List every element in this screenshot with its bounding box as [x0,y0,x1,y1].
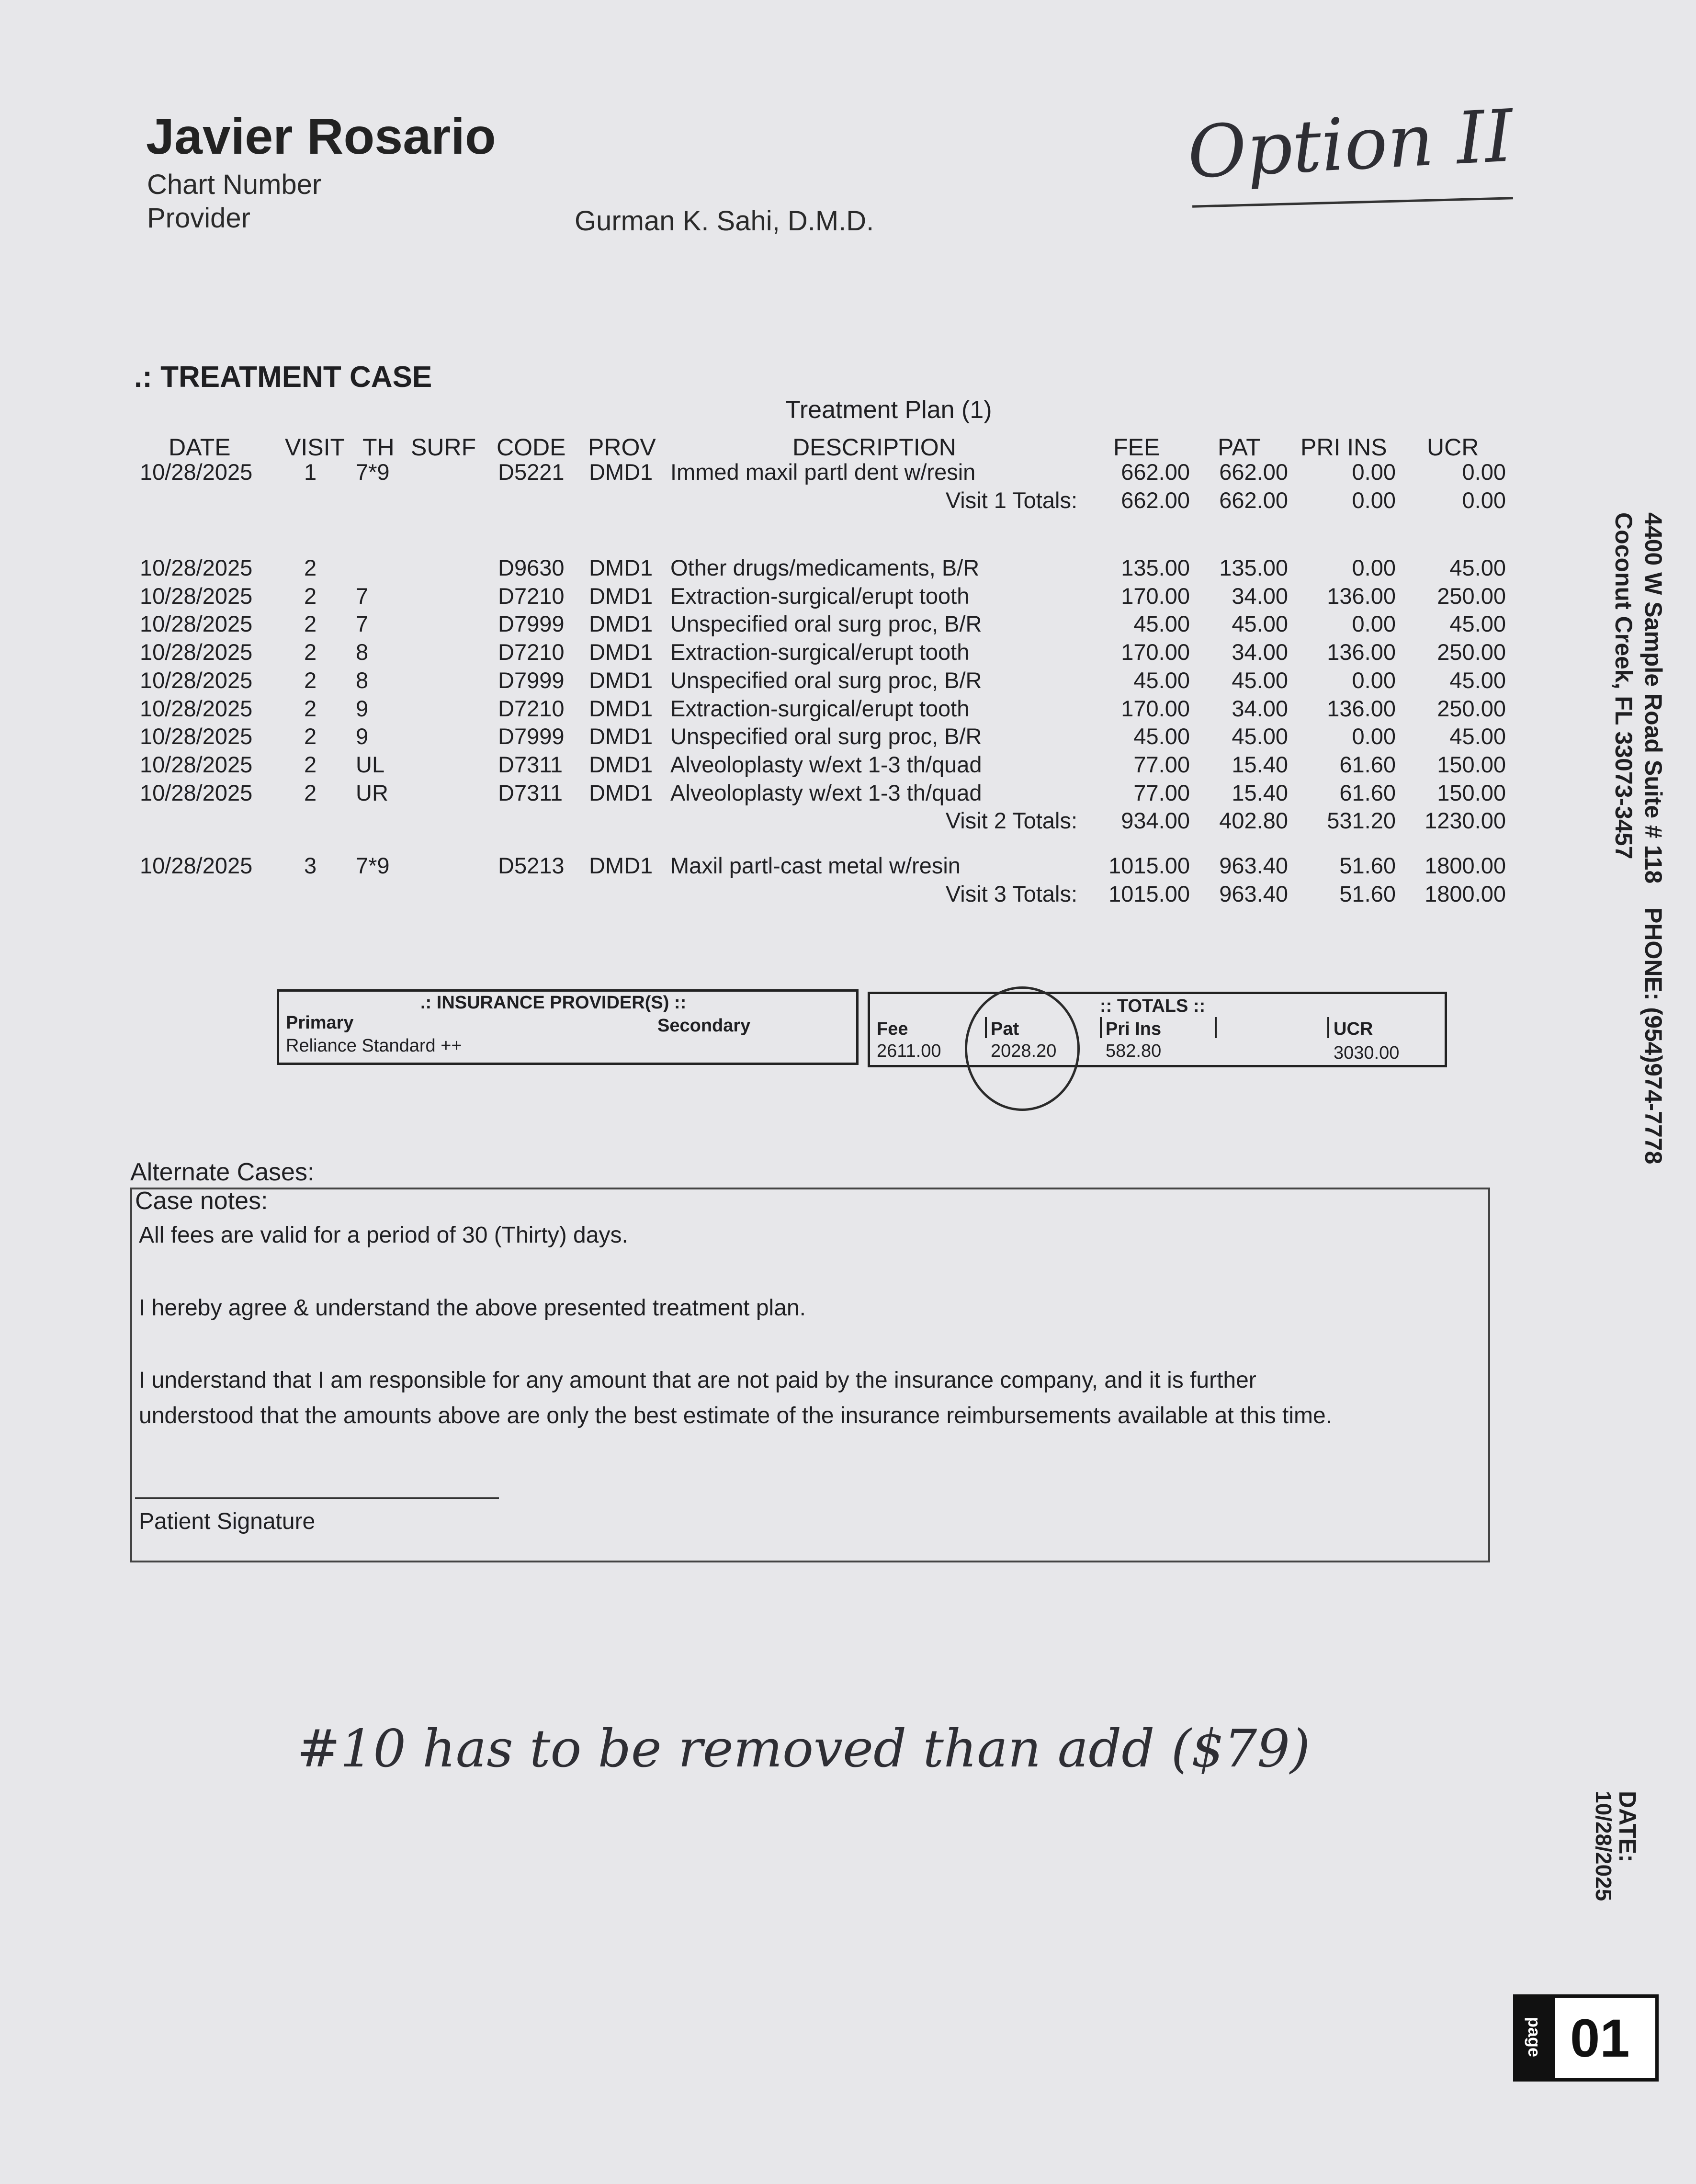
cell-prov: DMD1 [589,583,653,609]
note-responsibility-2: understood that the amounts above are only the best estimate of the insurance reimbursements available at this time. [139,1403,1333,1428]
col-description: DESCRIPTION [792,434,956,461]
table-row [0,852,1696,881]
office-phone: PHONE: (954)974-7778 [1640,907,1667,1165]
totals-fee: 662.00 [1121,487,1190,513]
cell-pat: 662.00 [1219,459,1288,485]
plan-title: Treatment Plan (1) [785,396,992,424]
totals-ucr-value: 3030.00 [1334,1043,1400,1063]
case-notes-label: Case notes: [135,1187,268,1215]
cell-prov: DMD1 [589,611,653,637]
cell-code: D7311 [498,751,563,777]
table-row [0,780,1696,808]
cell-code: D7999 [498,611,565,637]
cell-date: 10/28/2025 [140,583,253,609]
provider-name: Gurman K. Sahi, D.M.D. [575,205,874,237]
cell-prov: DMD1 [589,459,653,485]
cell-ucr: 1800.00 [1425,853,1506,878]
office-address-line2: Coconut Creek, FL 33073-3457 [1610,512,1637,860]
office-address-line1: 4400 W Sample Road Suite # 118 [1640,512,1667,884]
cell-code: D7210 [498,639,565,665]
cell-pri: 51.60 [1339,853,1396,878]
cell-desc: Extraction-surgical/erupt tooth [670,583,970,609]
cell-date: 10/28/2025 [140,667,253,693]
cell-th: 7 [356,583,369,609]
handwritten-option: Option II [1185,94,1515,195]
totals-label: Visit 1 Totals: [945,487,1077,513]
table-row [0,639,1696,668]
cell-th: 8 [356,667,369,693]
totals-pri: 531.20 [1327,808,1396,834]
cell-pat: 34.00 [1232,695,1288,721]
cell-prov: DMD1 [589,751,653,777]
insurance-title: .: INSURANCE PROVIDER(S) :: [420,993,687,1013]
cell-visit: 2 [304,751,317,777]
cell-desc: Unspecified oral surg proc, B/R [670,724,982,749]
cell-pat: 34.00 [1232,583,1288,609]
cell-fee: 45.00 [1133,724,1190,749]
cell-ucr: 250.00 [1437,695,1506,721]
cell-pri: 0.00 [1352,611,1396,637]
patient-name: Javier Rosario [146,108,496,165]
table-row [0,459,1696,487]
cell-pri: 0.00 [1352,555,1396,580]
cell-th: UL [356,751,385,777]
cell-prov: DMD1 [589,555,653,580]
col-th: TH [362,434,395,461]
totals-ucr: 0.00 [1462,487,1506,513]
cell-date: 10/28/2025 [140,459,253,485]
cell-fee: 662.00 [1121,459,1190,485]
col-date: DATE [169,434,231,461]
cell-desc: Immed maxil partl dent w/resin [670,459,976,485]
cell-fee: 170.00 [1121,583,1190,609]
page-number: 01 [1570,2008,1630,2068]
cell-th: 8 [356,639,369,665]
handwritten-underline [1192,197,1513,208]
cell-pri: 61.60 [1339,780,1396,805]
cell-code: D5213 [498,853,565,878]
totals-label: Visit 3 Totals: [945,881,1077,906]
cell-pat: 45.00 [1232,667,1288,693]
totals-pat-label: Pat [991,1019,1019,1039]
cell-pat: 45.00 [1232,724,1288,749]
cell-ucr: 45.00 [1449,724,1506,749]
cell-visit: 2 [304,780,317,805]
divider [1100,1017,1102,1038]
report-date: 10/28/2025 [1591,1791,1616,1901]
cell-fee: 45.00 [1133,667,1190,693]
cell-desc: Extraction-surgical/erupt tooth [670,695,970,721]
cell-desc: Unspecified oral surg proc, B/R [670,611,982,637]
cell-ucr: 150.00 [1437,780,1506,805]
cell-fee: 170.00 [1121,695,1190,721]
cell-date: 10/28/2025 [140,639,253,665]
handwritten-note: #10 has to be removed than add ($79) [297,1719,1311,1779]
totals-pri: 0.00 [1352,487,1396,513]
totals-pat-value: 2028.20 [991,1041,1057,1061]
cell-pat: 135.00 [1219,555,1288,580]
secondary-label: Secondary [657,1016,751,1036]
cell-pat: 45.00 [1232,611,1288,637]
table-row [0,554,1696,583]
cell-desc: Alveoloplasty w/ext 1-3 th/quad [670,751,982,777]
cell-code: D5221 [498,459,565,485]
col-prov: PROV [588,434,656,461]
totals-fee: 934.00 [1121,808,1190,834]
cell-th: 7*9 [356,459,390,485]
cell-th: 9 [356,695,369,721]
cell-th: 9 [356,724,369,749]
cell-prov: DMD1 [589,853,653,878]
col-surf: SURF [411,434,476,461]
cell-fee: 170.00 [1121,639,1190,665]
cell-date: 10/28/2025 [140,695,253,721]
totals-pri-label: Pri Ins [1106,1019,1162,1039]
cell-pri: 0.00 [1352,724,1396,749]
cell-desc: Other drugs/medicaments, B/R [670,555,980,580]
cell-fee: 77.00 [1133,780,1190,805]
cell-code: D7999 [498,667,565,693]
cell-visit: 2 [304,724,317,749]
cell-pat: 15.40 [1232,751,1288,777]
cell-ucr: 150.00 [1437,751,1506,777]
cell-pri: 0.00 [1352,459,1396,485]
cell-ucr: 250.00 [1437,639,1506,665]
totals-fee-label: Fee [877,1019,908,1039]
totals-pat: 662.00 [1219,487,1288,513]
cell-pri: 61.60 [1339,751,1396,777]
divider [1215,1017,1217,1038]
cell-fee: 135.00 [1121,555,1190,580]
totals-label: Visit 2 Totals: [945,808,1077,834]
col-pat: PAT [1218,434,1261,461]
cell-fee: 1015.00 [1108,853,1190,878]
section-title: .: TREATMENT CASE [134,361,432,394]
signature-line [135,1497,499,1499]
totals-fee: 1015.00 [1108,881,1190,906]
totals-ucr: 1800.00 [1425,881,1506,906]
cell-pri: 0.00 [1352,667,1396,693]
divider [1327,1017,1329,1038]
cell-ucr: 45.00 [1449,611,1506,637]
cell-ucr: 45.00 [1449,555,1506,580]
insurance-box [277,989,859,1065]
report-date-label: DATE: [1614,1791,1641,1863]
cell-fee: 77.00 [1133,751,1190,777]
totals-ucr-label: UCR [1334,1019,1373,1039]
cell-code: D9630 [498,555,565,580]
page-tag [1513,1994,1659,2082]
cell-ucr: 0.00 [1462,459,1506,485]
totals-pat: 402.80 [1219,808,1288,834]
totals-title: :: TOTALS :: [1100,996,1206,1016]
cell-fee: 45.00 [1133,611,1190,637]
cell-code: D7210 [498,695,565,721]
handwritten-circle [965,986,1080,1111]
cell-th: 7*9 [356,853,390,878]
cell-pri: 136.00 [1327,639,1396,665]
alternate-cases-label: Alternate Cases: [130,1158,315,1186]
cell-pat: 963.40 [1219,853,1288,878]
cell-th: UR [356,780,388,805]
cell-visit: 1 [304,459,317,485]
cell-prov: DMD1 [589,695,653,721]
totals-fee-value: 2611.00 [877,1041,941,1061]
col-ucr: UCR [1427,434,1479,461]
totals-ucr: 1230.00 [1425,808,1506,834]
note-validity: All fees are valid for a period of 30 (Thirty) days. [139,1222,628,1248]
visit-totals-row [0,807,1696,836]
totals-box [868,992,1447,1067]
cell-desc: Maxil partl-cast metal w/resin [670,853,961,878]
table-row [0,751,1696,780]
page-label: page [1525,2017,1544,2058]
col-fee: FEE [1113,434,1160,461]
cell-date: 10/28/2025 [140,724,253,749]
totals-pri: 51.60 [1339,881,1396,906]
visit-totals-row [0,881,1696,909]
cell-code: D7210 [498,583,565,609]
chart-number-label: Chart Number [147,169,322,200]
cell-date: 10/28/2025 [140,611,253,637]
cell-desc: Extraction-surgical/erupt tooth [670,639,970,665]
note-agreement: I hereby agree & understand the above presented treatment plan. [139,1295,806,1321]
cell-prov: DMD1 [589,639,653,665]
cell-pri: 136.00 [1327,695,1396,721]
primary-label: Primary [286,1013,354,1033]
table-row [0,723,1696,752]
col-code: CODE [497,434,566,461]
cell-visit: 2 [304,695,317,721]
cell-desc: Unspecified oral surg proc, B/R [670,667,982,693]
cell-visit: 2 [304,555,317,580]
cell-date: 10/28/2025 [140,555,253,580]
cell-ucr: 250.00 [1437,583,1506,609]
cell-prov: DMD1 [589,667,653,693]
totals-pat: 963.40 [1219,881,1288,906]
cell-code: D7999 [498,724,565,749]
primary-value: Reliance Standard ++ [286,1036,462,1056]
cell-pat: 15.40 [1232,780,1288,805]
cell-ucr: 45.00 [1449,667,1506,693]
table-row [0,611,1696,639]
table-row [0,695,1696,724]
cell-code: D7311 [498,780,563,805]
cell-visit: 2 [304,667,317,693]
cell-visit: 3 [304,853,317,878]
cell-th: 7 [356,611,369,637]
cell-pat: 34.00 [1232,639,1288,665]
note-responsibility-1: I understand that I am responsible for any amount that are not paid by the insurance company, and it is further [139,1368,1256,1393]
col-visit: VISIT [285,434,345,461]
case-notes-box [130,1188,1490,1562]
totals-pri-value: 582.80 [1106,1041,1162,1061]
signature-label: Patient Signature [139,1509,316,1534]
provider-label: Provider [147,203,250,234]
col-pri-ins: PRI INS [1300,434,1387,461]
cell-pri: 136.00 [1327,583,1396,609]
cell-visit: 2 [304,583,317,609]
visit-totals-row [0,487,1696,516]
table-row [0,667,1696,696]
cell-prov: DMD1 [589,724,653,749]
table-row [0,583,1696,611]
cell-prov: DMD1 [589,780,653,805]
cell-date: 10/28/2025 [140,751,253,777]
cell-date: 10/28/2025 [140,780,253,805]
cell-date: 10/28/2025 [140,853,253,878]
cell-visit: 2 [304,611,317,637]
cell-desc: Alveoloplasty w/ext 1-3 th/quad [670,780,982,805]
cell-visit: 2 [304,639,317,665]
